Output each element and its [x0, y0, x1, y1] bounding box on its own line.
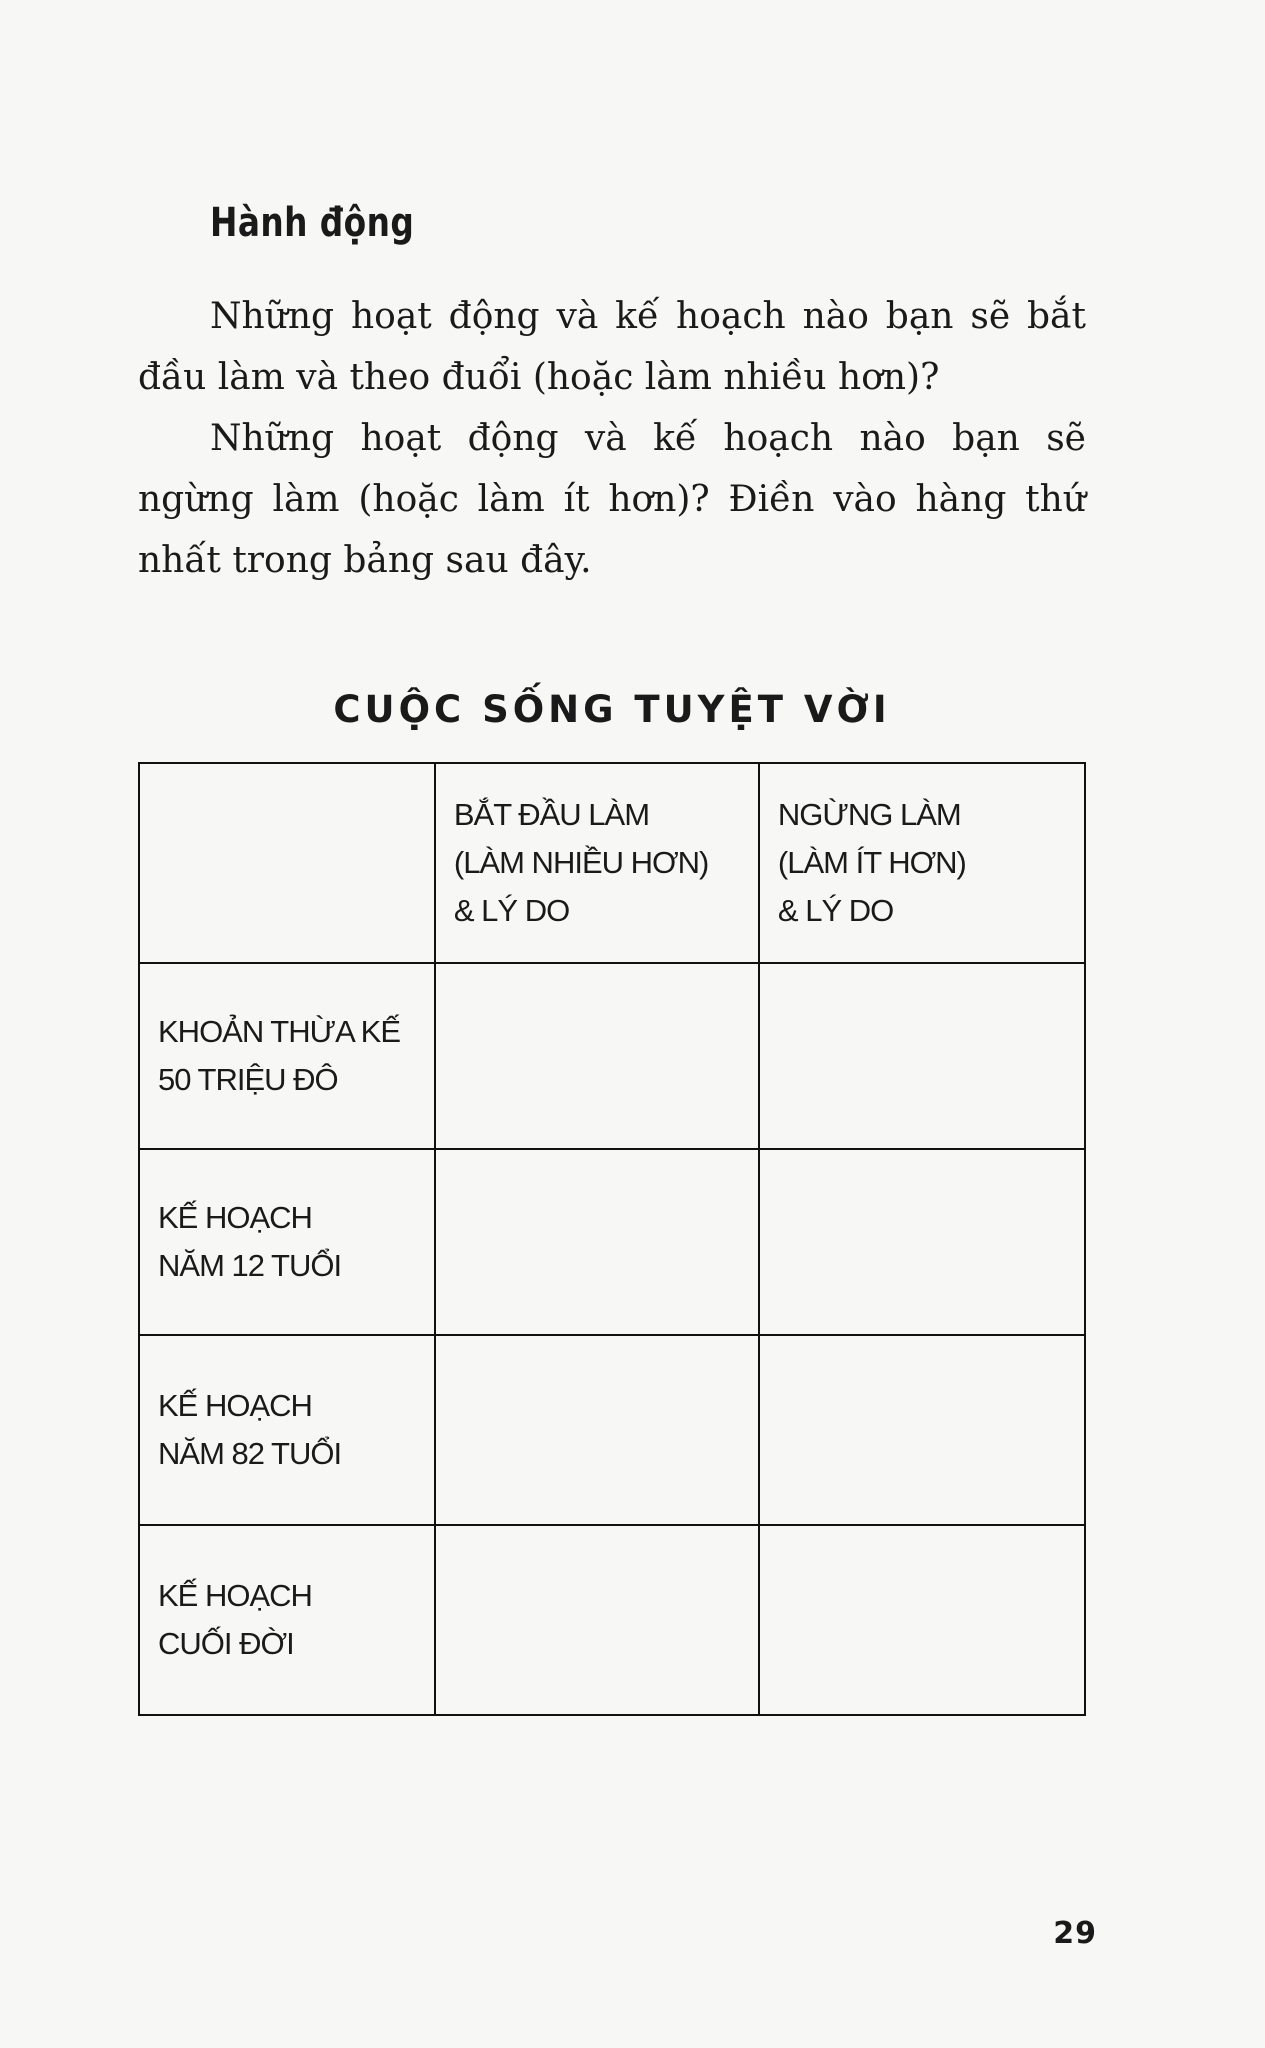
- great-life-table: [138, 762, 1086, 1716]
- row-label-line: KHOẢN THỪA KẾ: [158, 1014, 401, 1049]
- row-label-line: KẾ HOẠCH: [158, 1388, 312, 1423]
- header-cell-empty: [139, 763, 435, 963]
- header-stop-line: & LÝ DO: [777, 893, 894, 928]
- row-label-end-of-life: [139, 1525, 435, 1715]
- row-label-age-12: [139, 1149, 435, 1335]
- cell-start-inheritance[interactable]: [435, 963, 759, 1149]
- header-cell-start: [435, 763, 759, 963]
- header-stop-line: NGỪNG LÀM: [777, 797, 961, 832]
- table-row: [139, 1525, 1085, 1715]
- cell-stop-age-82[interactable]: [759, 1335, 1085, 1525]
- row-label-line: KẾ HOẠCH: [158, 1200, 312, 1235]
- header-start-line: & LÝ DO: [453, 893, 570, 928]
- row-label-line: CUỐI ĐỜI: [158, 1626, 294, 1661]
- table-row: [139, 1149, 1085, 1335]
- paragraph-stop-doing: Những hoạt động và kế hoạch nào bạn sẽ ngừng làm (hoặc làm ít hơn)? Điền vào hàng thứ nhất trong bảng sau đây.: [138, 418, 1086, 581]
- header-cell-stop: [759, 763, 1085, 963]
- row-label-line: NĂM 12 TUỔI: [158, 1248, 342, 1283]
- table-row: [139, 1335, 1085, 1525]
- cell-stop-inheritance[interactable]: [759, 963, 1085, 1149]
- row-label-line: KẾ HOẠCH: [158, 1578, 312, 1613]
- cell-start-end-of-life[interactable]: [435, 1525, 759, 1715]
- page-number: 29: [1053, 1916, 1097, 1951]
- table-title: CUỘC SỐNG TUYỆT VỜI: [333, 688, 891, 731]
- section-heading: Hành động: [210, 200, 415, 246]
- table-header-row: [139, 763, 1085, 963]
- header-stop-line: (LÀM ÍT HƠN): [777, 845, 966, 880]
- row-label-line: NĂM 82 TUỔI: [158, 1436, 342, 1471]
- header-start-line: BẮT ĐẦU LÀM: [453, 797, 650, 832]
- header-start-line: (LÀM NHIỀU HƠN): [453, 845, 709, 880]
- paragraph-start-doing: Những hoạt động và kế hoạch nào bạn sẽ bắt đầu làm và theo đuổi (hoặc làm nhiều hơn)?: [138, 296, 1086, 398]
- row-label-age-82: [139, 1335, 435, 1525]
- row-label-line: 50 TRIỆU ĐÔ: [158, 1062, 338, 1097]
- cell-start-age-12[interactable]: [435, 1149, 759, 1335]
- cell-start-age-82[interactable]: [435, 1335, 759, 1525]
- cell-stop-age-12[interactable]: [759, 1149, 1085, 1335]
- row-label-inheritance: [139, 963, 435, 1149]
- table-row: [139, 963, 1085, 1149]
- cell-stop-end-of-life[interactable]: [759, 1525, 1085, 1715]
